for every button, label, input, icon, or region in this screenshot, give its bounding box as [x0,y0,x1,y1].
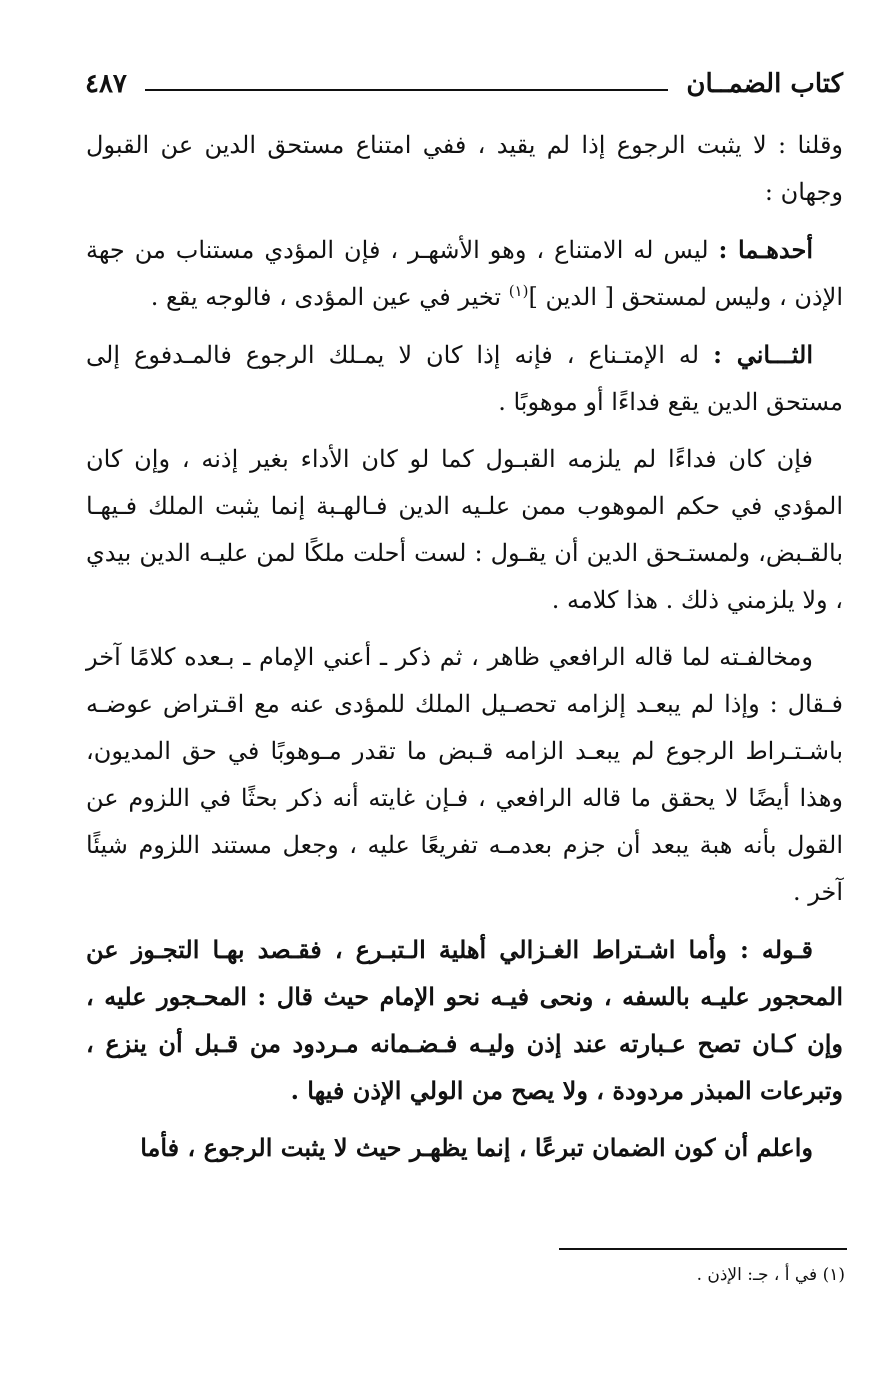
paragraph-6 [86,926,843,1114]
paragraph-text: تخير في عين المؤدى ، فالوجه يقع . [150,283,509,311]
paragraph-text: فإن كان فداءًا لم يلزمه القبـول كما لو كان الأداء بغير إذنه ، وإن كان المؤدي في حكم الموهوب ممن علـيه الدين فـالهـبة إنما يثبت الملك فـيهـا بالقـبض، ولمستـحق الدين أن يقـول : لست أحلت ملكًا لمن عليـه الدين بيدي ، ولا يلزمني ذلك . هذا كلامه . [86,445,844,614]
paragraph-5 [86,634,843,916]
header-rule [145,89,668,91]
paragraph-1 [86,122,843,216]
page-header [85,62,843,106]
footnote-reference[interactable]: (١) [508,282,529,300]
paragraph-text: ومخالفـته لما قاله الرافعي ظاهر ، ثم ذكر ـ أعني الإمام ـ بـعده كلامًا آخر فـقال : وإذا لم يبعـد إلزامه تحصـيل الملك للمؤدى عنه مع اقـتراض عوضـه باشـتـراط الرجوع لم يبعـد الزامه قـبض ما تقدر مـوهوبًا في حق المديون، وهذا أيضًا لا يحقق ما قاله الرافعي ، فـإن غايته أنه ذكر بحثًا في اللزوم عن القول بأنه هبة يبعد أن جزم بعدمـه تفريعًا عليه ، وجعل مستند اللزوم شيئًا آخر . [86,643,843,906]
paragraph-lead: أحدهـما : [718,235,813,264]
paragraph-4 [86,436,843,624]
paragraph-text: واعلم أن كون الضمان تبرعًا ، إنما يظهـر حيث لا يثبت الرجوع ، فأما [140,1133,813,1162]
page-number: ٤٨٧ [85,69,127,99]
footnote: (١) في أ ، جـ: الإذن . [696,1265,845,1285]
footnote-rule [559,1248,847,1250]
paragraph-lead: الثـــاني : [713,340,813,369]
paragraph-7 [86,1124,843,1171]
paragraph-text: قـوله : وأما اشـتراط الغـزالي أهلية الـتبـرع ، فقـصد بهـا التجـوز عن المحجور عليـه بالسفه ، ونحى فيـه نحو الإمام حيث قال : المحـجور عليه ، وإن كـان تصح عـبارته عند إذن وليـه فـضـمانه مـردود من قـبل أن ينزع ، وتبرعات المبذر مردودة ، ولا يصح من الولي الإذن فيها . [86,935,843,1105]
paragraph-text: ليس له الامتناع ، وهو الأشهـر ، فإن المؤدي مستناب من جهة الإذن ، وليس لمستحق [ الدين ] [86,236,843,311]
paragraph-text: وقلنا : لا يثبت الرجوع إذا لم يقيد ، ففي امتناع مستحق الدين عن القبول وجهان : [86,131,844,206]
paragraph-2 [86,226,843,321]
paragraph-text: له الإمتـناع ، فإنه إذا كان لا يمـلك الرجوع فالمـدفوع إلى مستحق الدين يقع فداءًا أو موهوبًا . [86,341,843,416]
paragraph-3 [86,331,843,426]
running-title: كتاب الضمــان [686,69,843,99]
body-text [86,122,843,1181]
